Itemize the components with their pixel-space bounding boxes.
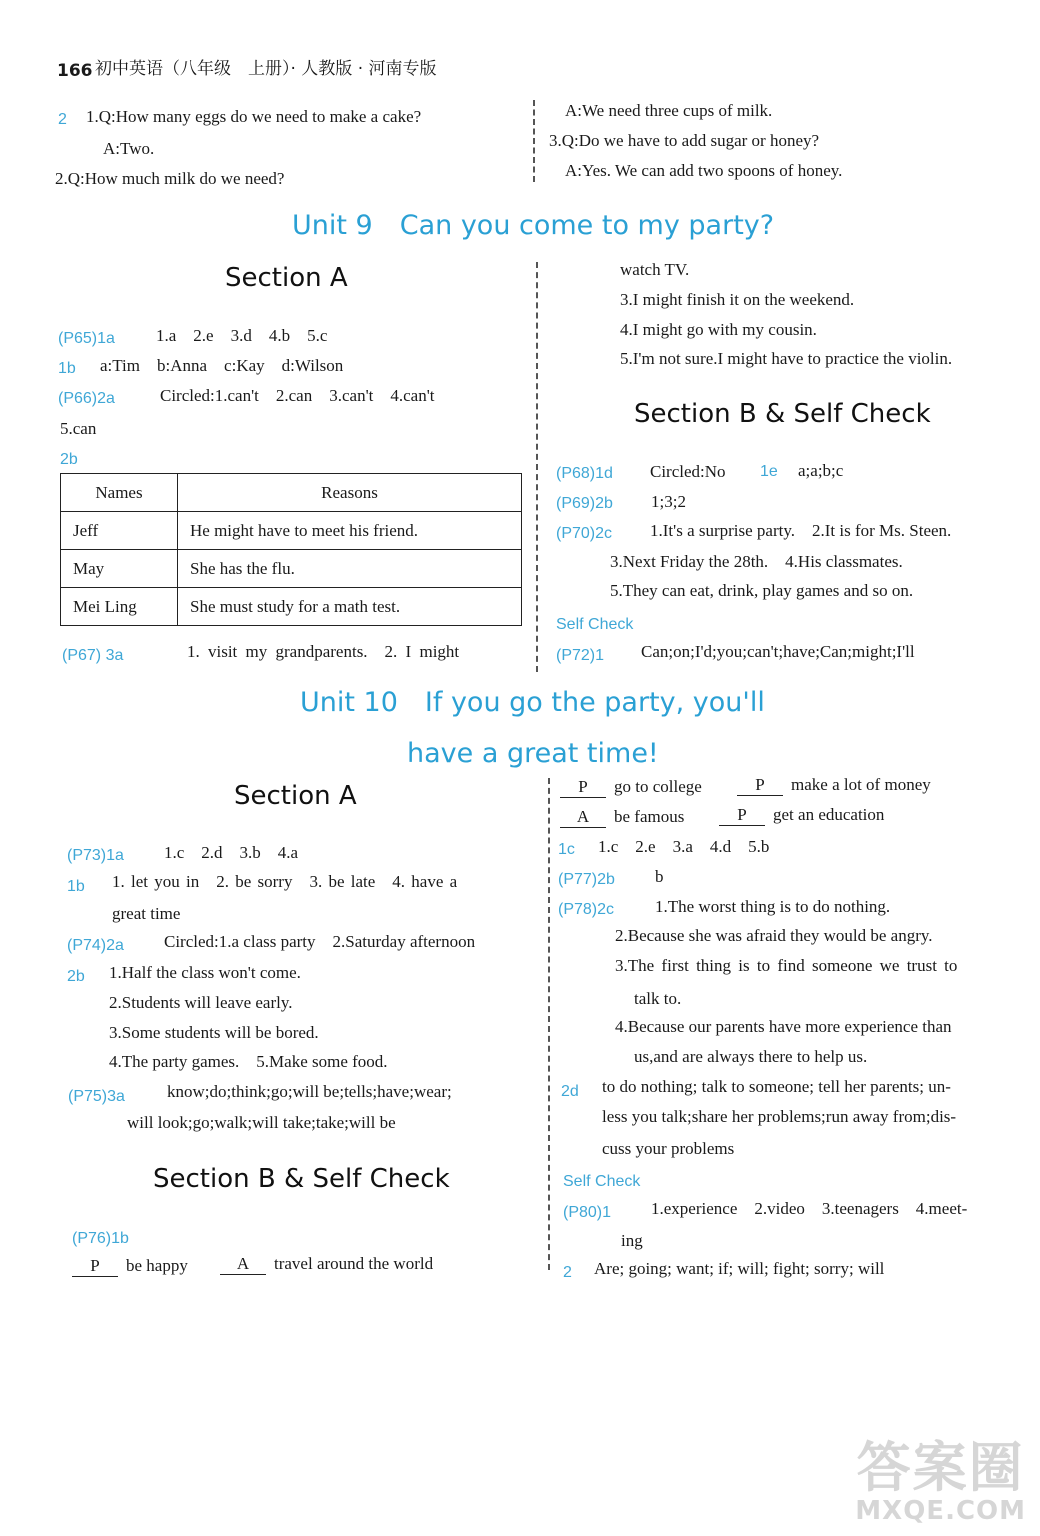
- pa-item: [719, 804, 884, 826]
- answer-tag: (P67) 3a: [62, 647, 124, 664]
- pa-text: make a lot of money: [791, 775, 931, 794]
- answer-line: b: [655, 867, 664, 886]
- answer-line: less you talk;share her problems;run away from;dis-: [602, 1107, 957, 1126]
- answer-tag: 2: [563, 1264, 572, 1281]
- answer-line: 2.Q:How much milk do we need?: [55, 169, 285, 188]
- answer-line: 1.Q:How many eggs do we need to make a cake?: [86, 107, 422, 126]
- table-row: [61, 588, 522, 626]
- answer-line: 1.It's a surprise party. 2.It is for Ms. Steen.: [650, 521, 952, 540]
- answer-tag: (P80)1: [563, 1204, 612, 1221]
- answer-line: 5.can: [60, 419, 97, 438]
- answer-line: a:Tim b:Anna c:Kay d:Wilson: [100, 356, 344, 375]
- table-cell-name: May: [61, 550, 178, 588]
- pa-text: be famous: [614, 807, 685, 826]
- answer-tag: 1b: [58, 360, 76, 377]
- pa-text: travel around the world: [274, 1254, 434, 1273]
- answer-line: 2.Because she was afraid they would be angry.: [615, 926, 933, 945]
- answer-line: know;do;think;go;will be;tells;have;wear;: [167, 1082, 452, 1101]
- column-divider-top: [533, 100, 535, 182]
- answer-line: 5.I'm not sure.I might have to practice the violin.: [620, 349, 953, 368]
- answer-tag: (P77)2b: [558, 871, 615, 888]
- answer-line: 4.I might go with my cousin.: [620, 320, 817, 339]
- answer-line: 1.Half the class won't come.: [109, 963, 301, 982]
- column-header: Names: [61, 474, 178, 512]
- pa-item: [220, 1253, 433, 1275]
- answer-tag: (P72)1: [556, 647, 605, 664]
- answer-line: 1. let you in 2. be sorry 3. be late 4. have a: [112, 872, 458, 891]
- answer-tag: (P73)1a: [67, 847, 124, 864]
- answer-tag: 2b: [60, 451, 78, 468]
- pa-item: [560, 776, 702, 798]
- pa-mark: A: [560, 807, 606, 828]
- answer-line: ing: [621, 1231, 643, 1250]
- watermark-url: MXQE.COM: [855, 1496, 1026, 1526]
- answer-tag: 1c: [558, 841, 575, 858]
- page-number: 166: [57, 61, 93, 81]
- pa-mark: P: [737, 775, 783, 796]
- answer-line: 3.I might finish it on the weekend.: [620, 290, 855, 309]
- answer-tag: 1e: [760, 463, 778, 480]
- answer-line: 1.The worst thing is to do nothing.: [655, 897, 891, 916]
- section-title: Section B & Self Check: [634, 399, 931, 429]
- answer-tag: (P68)1d: [556, 465, 613, 482]
- pa-mark: P: [560, 777, 606, 798]
- section-title: Section A: [225, 263, 348, 293]
- watermark-logo: 答案圈: [856, 1436, 1025, 1499]
- answer-line: 5.They can eat, drink, play games and so on.: [610, 581, 914, 600]
- unit-title-continued: have a great time!: [407, 738, 659, 769]
- unit-title: Unit 10 If you go the party, you'll: [300, 687, 765, 718]
- table-cell-name: Jeff: [61, 512, 178, 550]
- answer-line: Can;on;I'd;you;can't;have;Can;might;I'll: [641, 642, 915, 661]
- answer-line: a;a;b;c: [798, 461, 844, 480]
- answer-line: 1.c 2.d 3.b 4.a: [164, 843, 299, 862]
- answer-line: Are; going; want; if; will; fight; sorry; will: [594, 1259, 885, 1278]
- answer-line: 1.c 2.e 3.a 4.d 5.b: [598, 837, 770, 856]
- answer-line: talk to.: [634, 989, 682, 1008]
- watermark: [855, 1436, 1026, 1526]
- answer-line: 3.Some students will be bored.: [109, 1023, 319, 1042]
- table-cell-name: Mei Ling: [61, 588, 178, 626]
- answer-tag: 2: [58, 111, 67, 128]
- pa-text: be happy: [126, 1256, 188, 1275]
- answer-line: Circled:1.can't 2.can 3.can't 4.can't: [160, 386, 435, 405]
- pa-text: get an education: [773, 805, 885, 824]
- column-divider-unit10: [548, 778, 550, 1270]
- table-cell-reason: She must study for a math test.: [178, 588, 522, 626]
- answer-line: 3.Q:Do we have to add sugar or honey?: [549, 131, 820, 150]
- table-header-row: [61, 474, 522, 512]
- answer-line: to do nothing; talk to someone; tell her parents; un-: [602, 1077, 951, 1096]
- pa-item: [737, 774, 931, 796]
- answer-line: 2.Students will leave early.: [109, 993, 293, 1012]
- answer-line: 1.a 2.e 3.d 4.b 5.c: [156, 326, 328, 345]
- answer-line: 1.experience 2.video 3.teenagers 4.meet-: [651, 1199, 968, 1218]
- answer-line: Circled:1.a class party 2.Saturday afternoon: [164, 932, 476, 951]
- answer-line: 1;3;2: [651, 492, 686, 511]
- answer-tag: 2d: [561, 1083, 579, 1100]
- answer-tag: (P76)1b: [72, 1230, 129, 1247]
- table-cell-reason: She has the flu.: [178, 550, 522, 588]
- pa-item: [72, 1255, 188, 1277]
- answer-line: A:Two.: [103, 139, 155, 158]
- answer-line: us,and are always there to help us.: [634, 1047, 868, 1066]
- pa-item: [560, 806, 684, 828]
- answer-tag: (P70)2c: [556, 525, 613, 542]
- answer-tag: (P65)1a: [58, 330, 115, 347]
- answer-line: 3.Next Friday the 28th. 4.His classmates.: [610, 552, 903, 571]
- answer-line: 4.Because our parents have more experience than: [615, 1017, 952, 1036]
- answer-line: A:We need three cups of milk.: [565, 101, 773, 120]
- table-cell-reason: He might have to meet his friend.: [178, 512, 522, 550]
- table-row: [61, 512, 522, 550]
- table-row: [61, 550, 522, 588]
- answer-line: 3.The first thing is to find someone we trust to: [615, 956, 958, 975]
- answer-line: watch TV.: [620, 260, 690, 279]
- answer-line: great time: [112, 904, 181, 923]
- answer-line: A:Yes. We can add two spoons of honey.: [565, 161, 843, 180]
- answer-tag: (P66)2a: [58, 390, 115, 407]
- pa-text: go to college: [614, 777, 702, 796]
- answer-tag: (P78)2c: [558, 901, 615, 918]
- answer-tag: (P69)2b: [556, 495, 613, 512]
- answer-line: 4.The party games. 5.Make some food.: [109, 1052, 388, 1071]
- reasons-table: [60, 473, 522, 626]
- section-title: Section A: [234, 781, 357, 811]
- pa-mark: A: [220, 1254, 266, 1275]
- book-title: 初中英语（八年级 上册）· 人教版 · 河南专版: [95, 59, 437, 79]
- column-header: Reasons: [178, 474, 522, 512]
- answer-line: Circled:No: [650, 462, 726, 481]
- answer-line: cuss your problems: [602, 1139, 735, 1158]
- answer-tag: 2b: [67, 968, 85, 985]
- answer-tag: (P75)3a: [68, 1088, 125, 1105]
- self-check-label: Self Check: [556, 616, 634, 633]
- section-title: Section B & Self Check: [153, 1164, 450, 1194]
- column-divider-unit9: [536, 262, 538, 672]
- answer-line: 1. visit my grandparents. 2. I might: [187, 642, 460, 661]
- self-check-label: Self Check: [563, 1173, 641, 1190]
- pa-mark: P: [72, 1256, 118, 1277]
- answer-line: will look;go;walk;will take;take;will be: [127, 1113, 396, 1132]
- pa-mark: P: [719, 805, 765, 826]
- unit-title: Unit 9 Can you come to my party?: [292, 210, 775, 241]
- answer-tag: (P74)2a: [67, 937, 124, 954]
- answer-tag: 1b: [67, 878, 85, 895]
